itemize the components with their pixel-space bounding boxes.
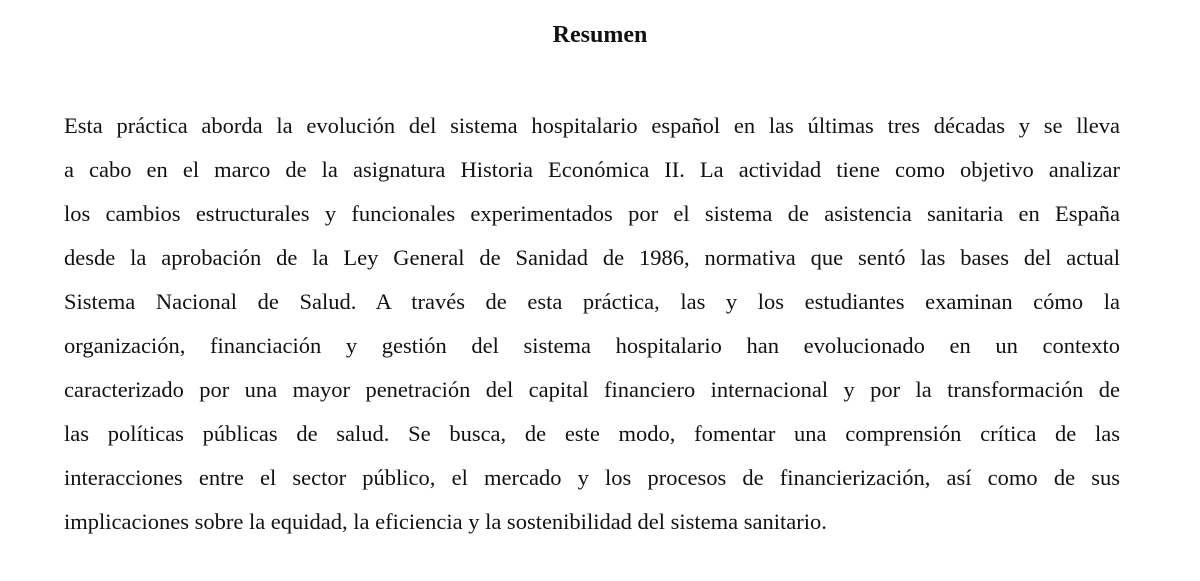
abstract-line: organización, financiación y gestión del sistema hospitalario han evolucionado en un contexto <box>64 333 1120 358</box>
abstract-line: caracterizado por una mayor penetración del capital financiero internacional y por la transformación de <box>64 377 1120 402</box>
abstract-line: desde la aprobación de la Ley General de Sanidad de 1986, normativa que sentó las bases del actual <box>64 245 1120 270</box>
abstract-line: implicaciones sobre la equidad, la eficiencia y la sostenibilidad del sistema sanitario. <box>64 509 827 534</box>
abstract-body <box>64 104 1120 544</box>
abstract-line: Esta práctica aborda la evolución del sistema hospitalario español en las últimas tres décadas y se lleva <box>64 113 1120 138</box>
abstract-line: los cambios estructurales y funcionales experimentados por el sistema de asistencia sanitaria en España <box>64 201 1120 226</box>
abstract-title: Resumen <box>552 22 648 48</box>
abstract-line: a cabo en el marco de la asignatura Historia Económica II. La actividad tiene como objetivo analizar <box>64 157 1120 182</box>
abstract-line: Sistema Nacional de Salud. A través de esta práctica, las y los estudiantes examinan cómo la <box>64 289 1120 314</box>
abstract-line: las políticas públicas de salud. Se busca, de este modo, fomentar una comprensión crítica de las <box>64 421 1120 446</box>
abstract-line: interacciones entre el sector público, el mercado y los procesos de financierización, así como de sus <box>64 465 1120 490</box>
